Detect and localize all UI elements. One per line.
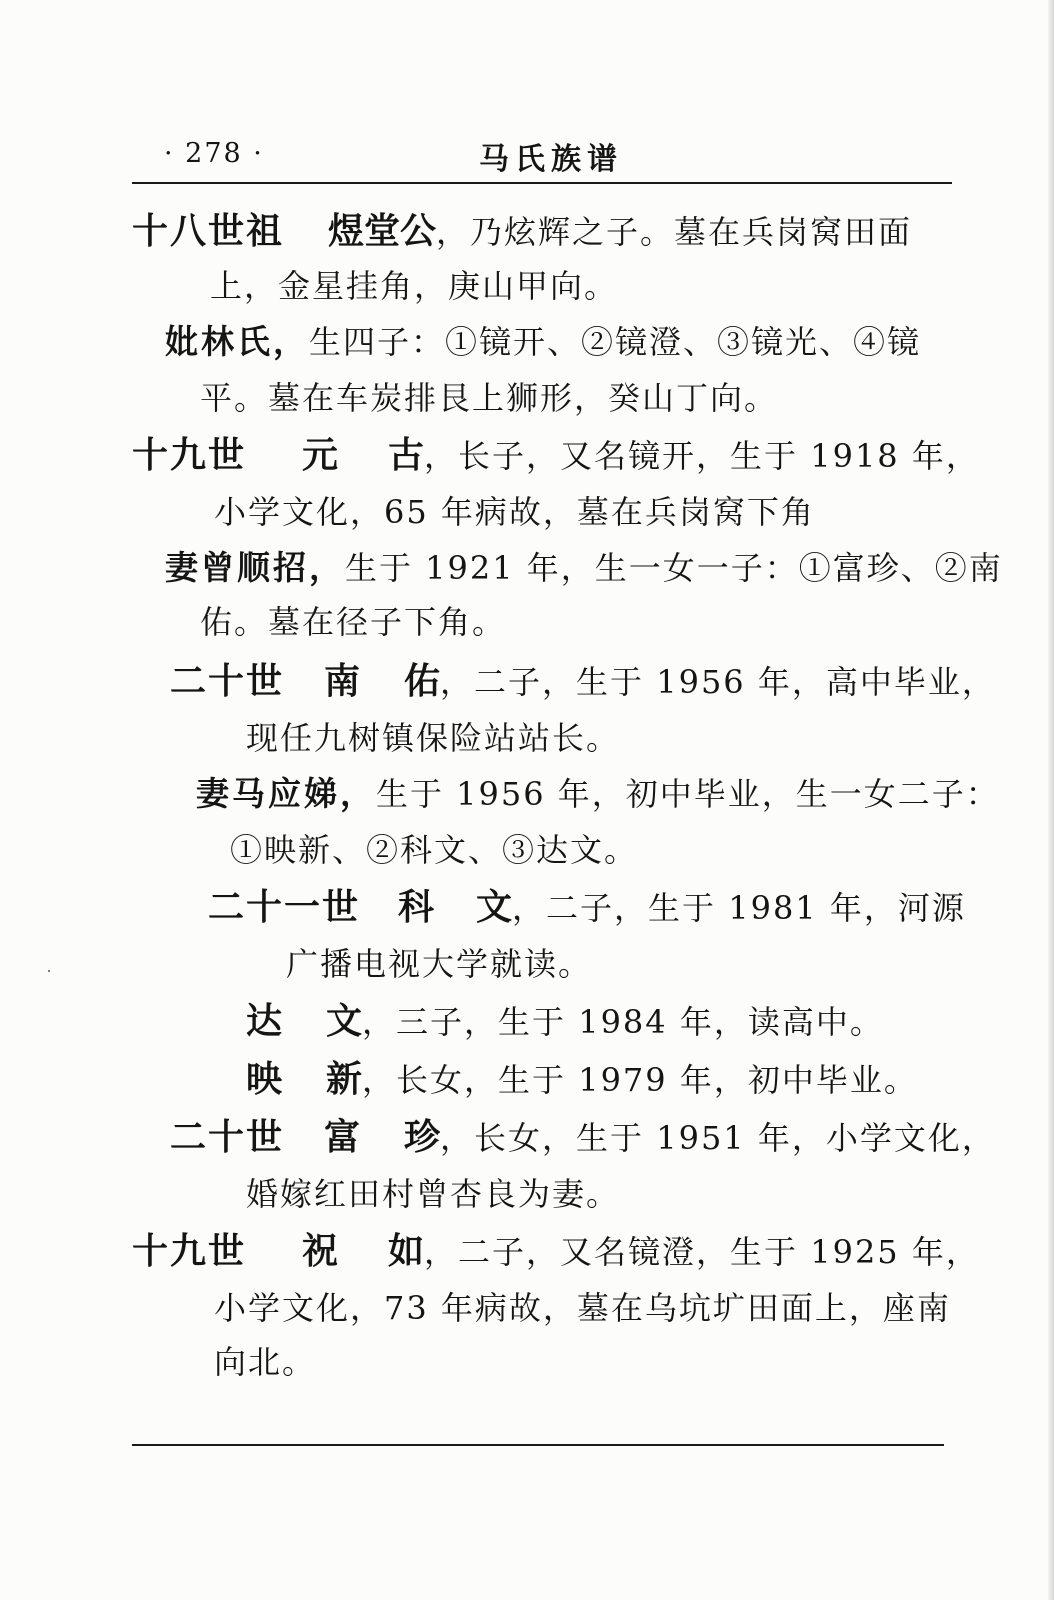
- entry-text: 生四子：①镜开、②镜澄、③镜光、④镜: [309, 323, 922, 361]
- entry-continuation: 上，金星挂角，庚山甲向。: [210, 267, 619, 305]
- entry-continuation: ①映新、②科文、③达文。: [230, 831, 639, 869]
- entry-continuation: 佑。墓在径子下角。: [200, 603, 507, 641]
- person-name: 煜堂公: [328, 211, 437, 252]
- entry-line: [246, 1060, 918, 1100]
- person-name-second: 文: [476, 887, 513, 928]
- entry-line: [132, 212, 912, 252]
- entry-text: ，长子，又名镜开，生于 1918 年，: [424, 437, 980, 475]
- person-name-first: 元: [302, 435, 339, 476]
- entry-line: [196, 774, 1000, 814]
- entry-line: [208, 888, 966, 928]
- entry-text: ，长女，生于 1951 年，小学文化，: [440, 1119, 996, 1157]
- entry-line: [132, 1232, 980, 1272]
- entry-continuation: 小学文化，73 年病故，墓在乌坑圹田面上，座南: [214, 1289, 951, 1327]
- person-name-first: 科: [398, 887, 435, 928]
- page-edge-shadow: [1048, 0, 1054, 1600]
- person-name-second: 如: [388, 1231, 425, 1272]
- person-name-second: 古: [388, 435, 425, 476]
- person-name-first: 富: [324, 1117, 361, 1158]
- entry-continuation: 小学文化，65 年病故，墓在兵岗窝下角: [214, 493, 815, 531]
- entry-line: [165, 322, 921, 362]
- spouse-name: 妻曾顺招，: [165, 548, 345, 587]
- footer-rule: [132, 1444, 944, 1446]
- spouse-name: 妣林氏，: [165, 322, 309, 361]
- generation-label: 二十一世: [208, 887, 361, 928]
- entry-text: ，二子，生于 1981 年，河源: [512, 889, 966, 927]
- person-name-first: 祝: [302, 1231, 339, 1272]
- entry-continuation: 向北。: [214, 1343, 317, 1381]
- generation-label: 十八世祖: [132, 211, 285, 252]
- entry-continuation: 现任九树镇保险站站长。: [246, 719, 621, 757]
- person-name-second: 珍: [404, 1117, 441, 1158]
- person-name-first: 南: [324, 661, 361, 702]
- page-header: [134, 130, 952, 180]
- entry-continuation: 平。墓在车炭排艮上狮形，癸山丁向。: [200, 379, 779, 417]
- entry-continuation: 婚嫁红田村曾杏良为妻。: [246, 1175, 621, 1213]
- entry-line: [165, 548, 1003, 588]
- person-name-first: 映: [246, 1059, 283, 1100]
- page-number: · 278 ·: [164, 138, 264, 169]
- person-name-second: 文: [326, 1001, 363, 1042]
- entry-text: 生于 1921 年，生一女一子：①富珍、②南: [345, 549, 1003, 587]
- generation-label: 十九世: [132, 435, 247, 476]
- entry-text: 生于 1956 年，初中毕业，生一女二子：: [376, 775, 1000, 813]
- generation-label: 二十世: [170, 661, 285, 702]
- entry-line: [132, 436, 980, 476]
- header-rule: [132, 182, 952, 184]
- entry-text: ，长女，生于 1979 年，初中毕业。: [362, 1061, 918, 1099]
- entry-text: ，三子，生于 1984 年，读高中。: [362, 1003, 884, 1041]
- entry-continuation: 广播电视大学就读。: [286, 945, 593, 983]
- generation-label: 二十世: [170, 1117, 285, 1158]
- person-name-first: 达: [246, 1001, 283, 1042]
- spouse-name: 妻马应娣，: [196, 774, 376, 813]
- entry-text: ，二子，生于 1956 年，高中毕业，: [440, 663, 996, 701]
- entry-text: ，二子，又名镜澄，生于 1925 年，: [424, 1233, 980, 1271]
- entry-text: ，乃炫辉之子。墓在兵岗窝田面: [436, 213, 913, 251]
- running-title: 马氏族谱: [479, 142, 623, 177]
- entry-line: [246, 1002, 884, 1042]
- generation-label: 十九世: [132, 1231, 247, 1272]
- entry-line: [170, 662, 996, 702]
- scan-speck: [48, 970, 50, 972]
- person-name-second: 佑: [404, 661, 441, 702]
- person-name-second: 新: [326, 1059, 363, 1100]
- entry-line: [170, 1118, 996, 1158]
